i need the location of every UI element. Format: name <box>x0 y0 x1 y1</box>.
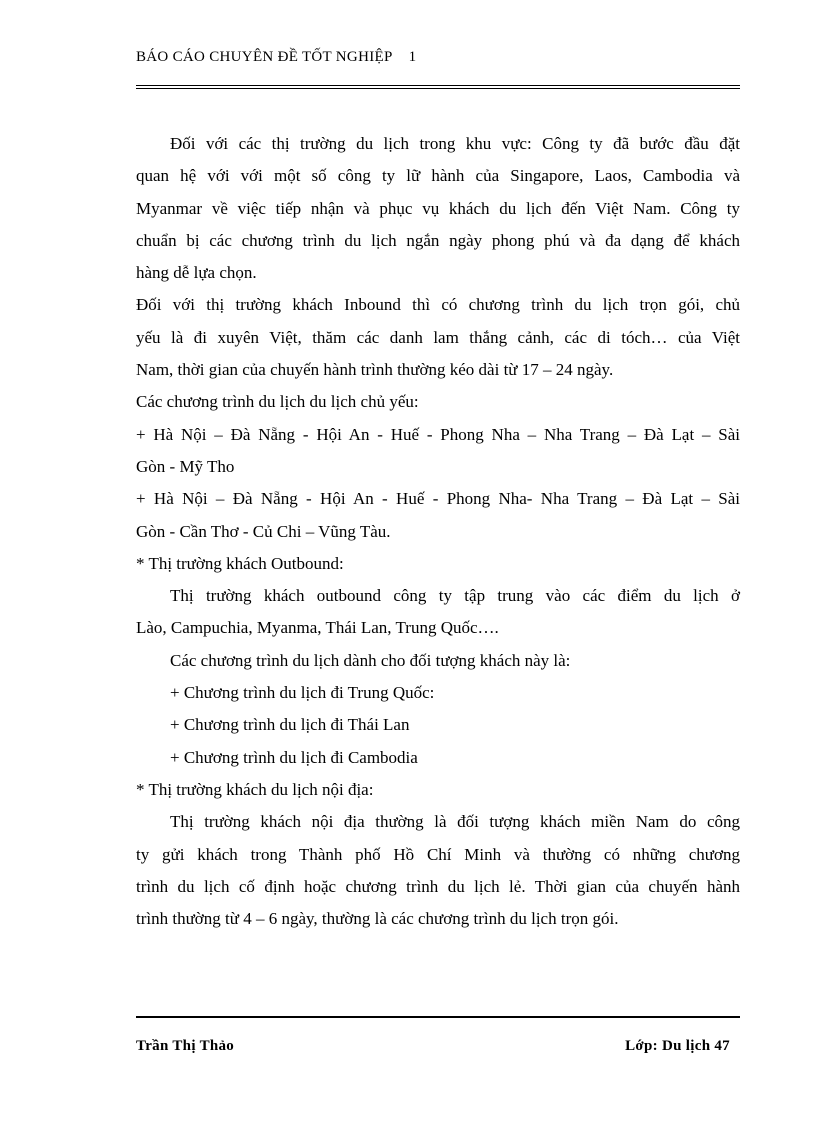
section-heading-outbound: * Thị trường khách Outbound: <box>136 553 344 573</box>
text-line: Đối với thị trường khách Inbound thì có chương trình du lịch trọn gói, chủ <box>136 295 740 315</box>
page-number: 1 <box>408 49 417 65</box>
list-item: + Chương trình du lịch đi Trung Quốc: <box>170 683 435 703</box>
list-item: + Chương trình du lịch đi Cambodia <box>170 747 418 767</box>
report-title: BÁO CÁO CHUYÊN ĐỀ TỐT NGHIỆP <box>136 49 393 65</box>
text-line: quan hệ với với một số công ty lữ hành của Singapore, Laos, Cambodia và <box>136 166 740 186</box>
text-line: yếu là đi xuyên Việt, thăm các danh lam thắng cảnh, các di tóch… của Việt <box>136 327 740 347</box>
text-line: Myanmar về việc tiếp nhận và phục vụ khách du lịch đến Việt Nam. Công ty <box>136 198 740 218</box>
page-header <box>136 49 740 66</box>
route-line: + Hà Nội – Đà Nẵng - Hội An - Huế - Phong Nha – Nha Trang – Đà Lạt – Sài <box>136 424 740 444</box>
text-line: Thị trường khách outbound công ty tập trung vào các điểm du lịch ở <box>170 586 740 606</box>
document-body <box>136 128 740 935</box>
route-line: Gòn - Mỹ Tho <box>136 456 235 476</box>
page-footer <box>136 1038 740 1055</box>
text-line: hàng dễ lựa chọn. <box>136 263 257 283</box>
route-line: Gòn - Cần Thơ - Củ Chi – Vũng Tàu. <box>136 521 391 541</box>
text-line: Các chương trình du lịch dành cho đối tượng khách này là: <box>170 650 571 670</box>
footer-divider <box>136 1016 740 1018</box>
header-divider <box>136 85 740 89</box>
text-line: Các chương trình du lịch du lịch chủ yếu: <box>136 392 419 412</box>
text-line: Đối với các thị trường du lịch trong khu vực: Công ty đã bước đầu đặt <box>170 134 740 153</box>
list-item: + Chương trình du lịch đi Thái Lan <box>170 715 410 735</box>
text-line: ty gửi khách trong Thành phố Hồ Chí Minh và thường có những chương <box>136 844 740 864</box>
text-line: chuẩn bị các chương trình du lịch ngắn ngày phong phú và đa dạng để khách <box>136 230 740 250</box>
text-line: trình du lịch cố định hoặc chương trình du lịch lẻ. Thời gian của chuyến hành <box>136 876 740 896</box>
section-heading-domestic: * Thị trường khách du lịch nội địa: <box>136 779 374 799</box>
text-line: Nam, thời gian của chuyến hành trình thường kéo dài từ 17 – 24 ngày. <box>136 360 614 380</box>
text-line: trình thường từ 4 – 6 ngày, thường là các chương trình du lịch trọn gói. <box>136 909 619 929</box>
author-name: Trần Thị Thảo <box>136 1038 235 1054</box>
route-line: + Hà Nội – Đà Nẵng - Hội An - Huế - Phong Nha- Nha Trang – Đà Lạt – Sài <box>136 489 740 509</box>
text-line: Thị trường khách nội địa thường là đối tượng khách miền Nam do công <box>170 812 740 832</box>
text-line: Lào, Campuchia, Myanma, Thái Lan, Trung Quốc…. <box>136 618 499 638</box>
class-label: Lớp: Du lịch 47 <box>625 1038 730 1054</box>
